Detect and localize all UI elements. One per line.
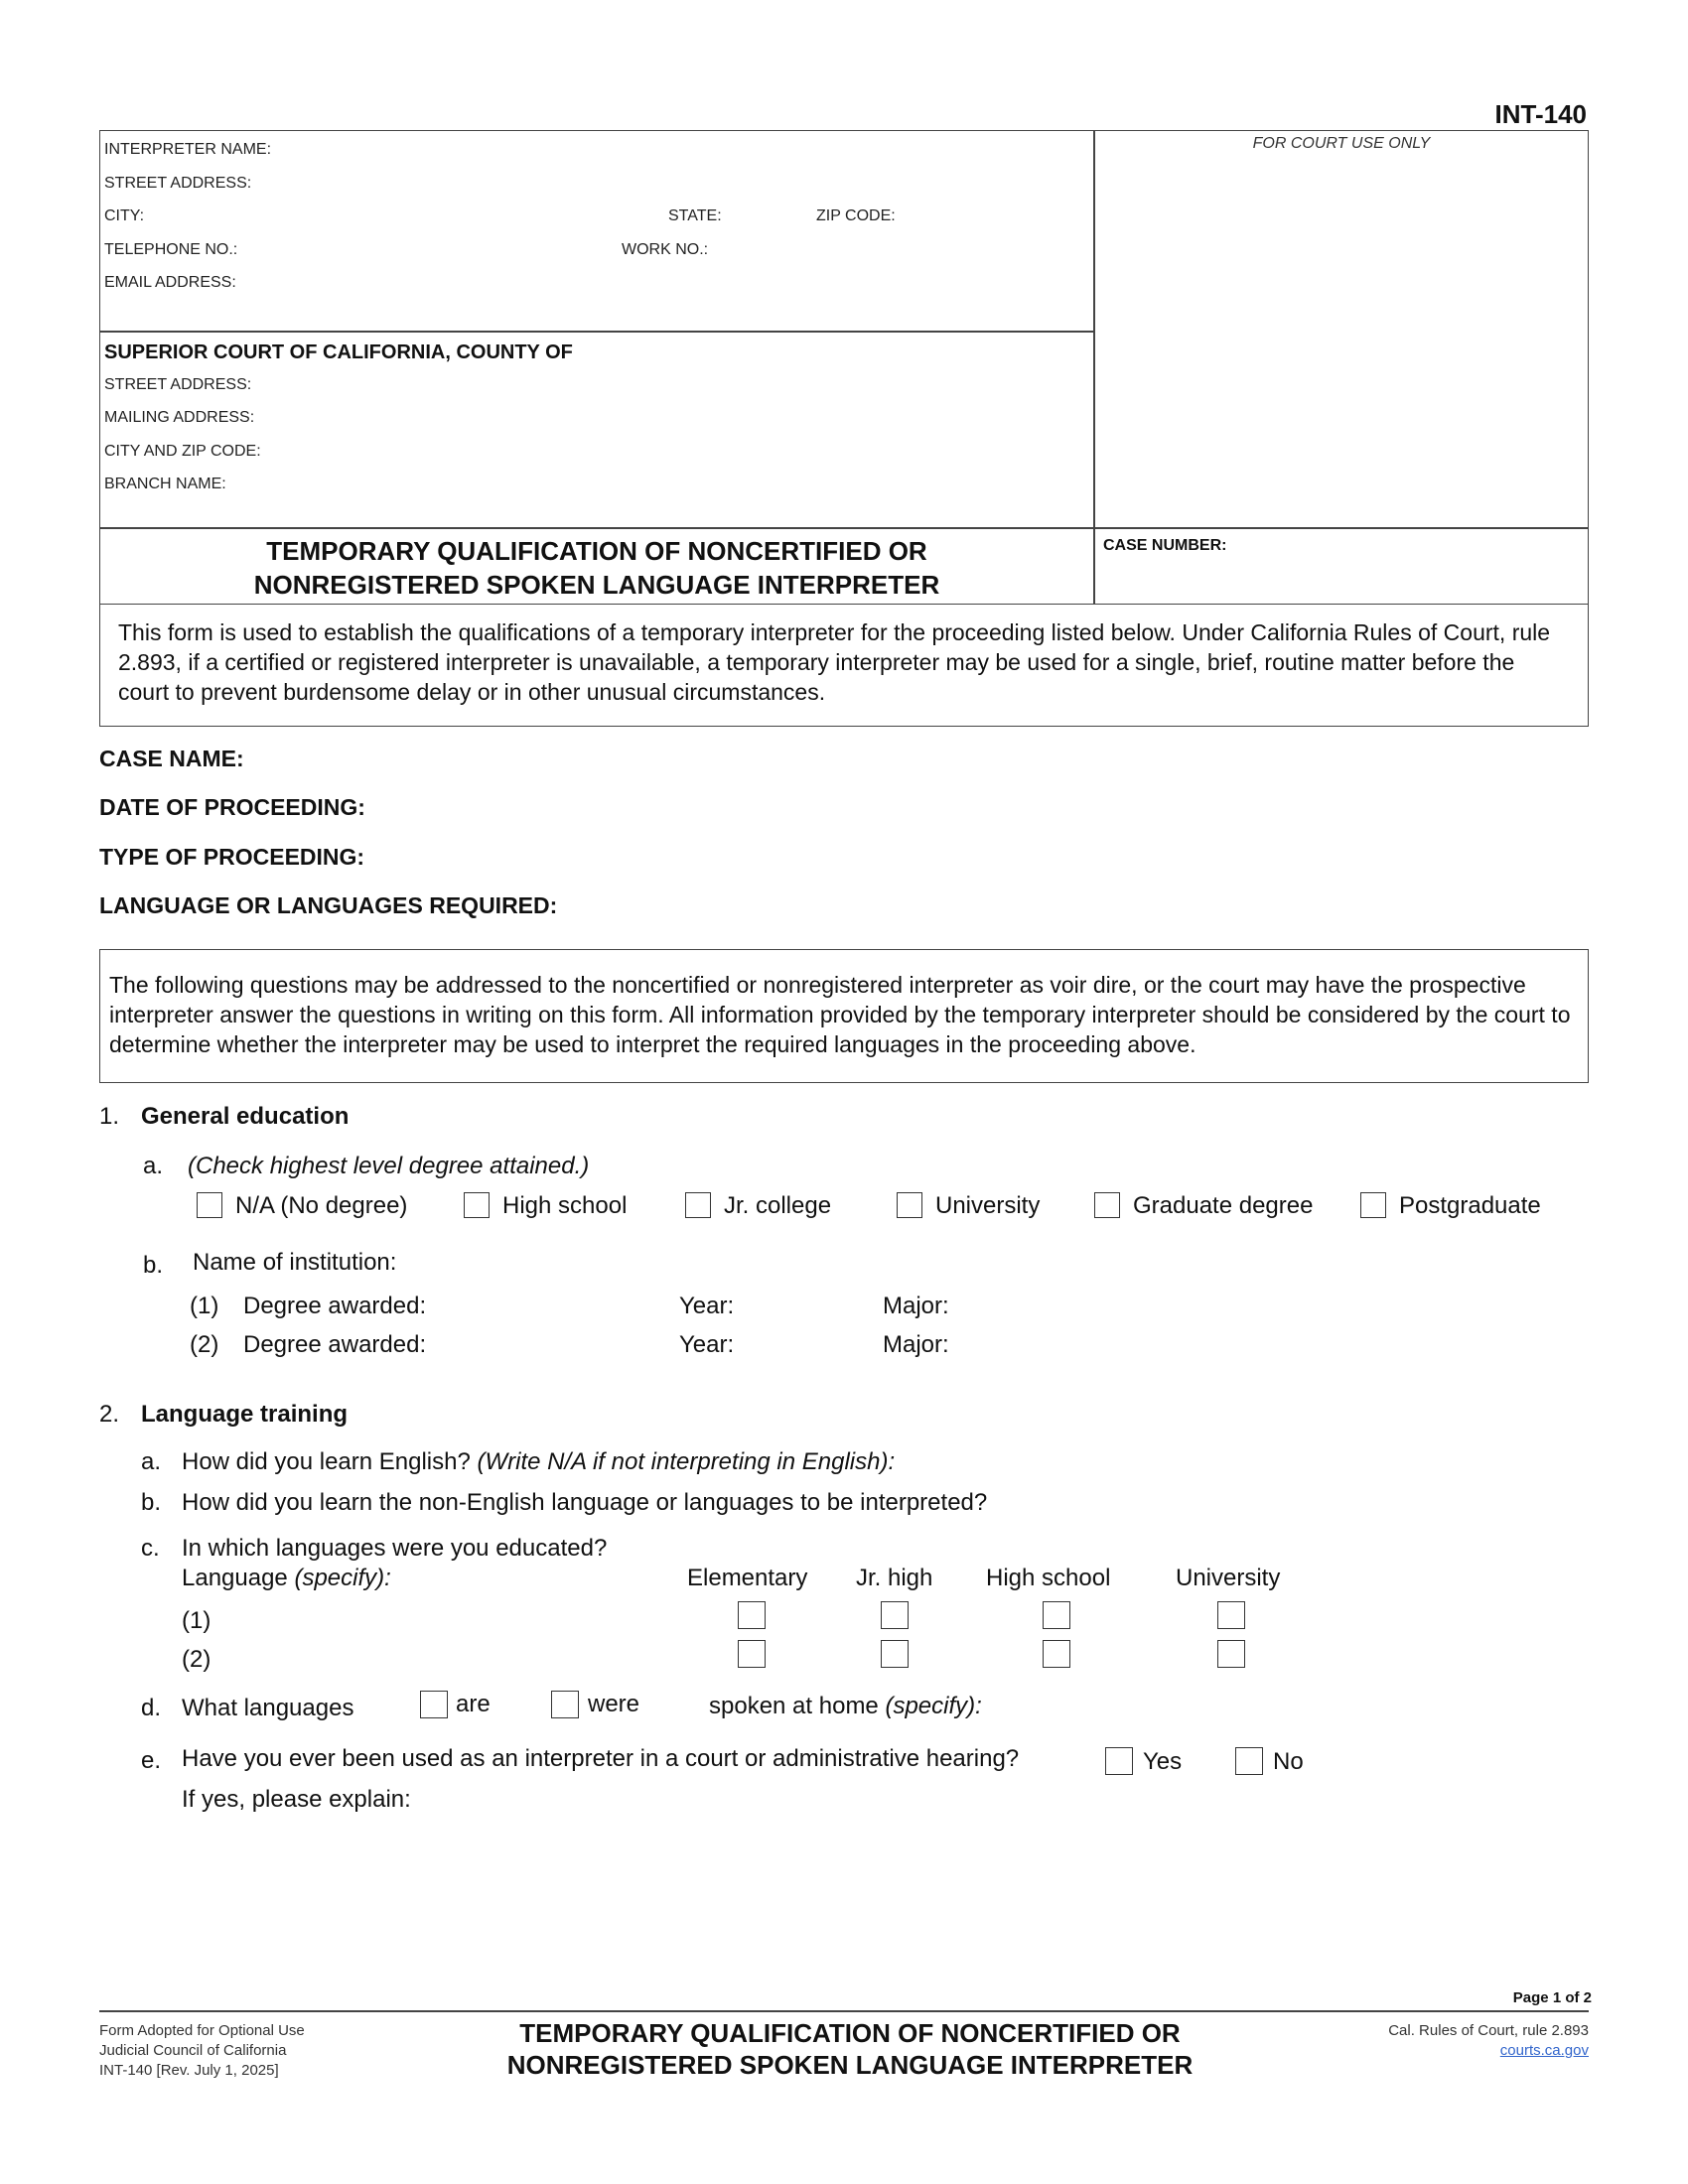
e-yes-label: Yes — [1143, 1748, 1183, 1775]
telephone-label: TELEPHONE NO.: — [104, 241, 238, 258]
form-title-line2: NONREGISTERED SPOKEN LANGUAGE INTERPRETER — [253, 570, 940, 600]
work-label: WORK NO.: — [622, 241, 709, 258]
court-city-zip-label: CITY AND ZIP CODE: — [104, 443, 261, 460]
d-are-label: are — [456, 1691, 491, 1717]
date-of-proceeding-label: DATE OF PROCEEDING: — [99, 794, 365, 820]
section2-d-text: What languages — [182, 1695, 354, 1721]
section2-a-text: How did you learn English? — [182, 1448, 471, 1475]
court-mailing-label: MAILING ADDRESS: — [104, 409, 255, 426]
voir-dire-box — [99, 949, 1589, 1083]
section2-c-language-label — [182, 1565, 391, 1592]
caption-divider-court — [100, 331, 1093, 333]
footer-title-line2: NONREGISTERED SPOKEN LANGUAGE INTERPRETER — [506, 2050, 1194, 2080]
col-university-header: University — [1176, 1565, 1281, 1591]
degree-high-school-checkbox[interactable] — [464, 1192, 490, 1218]
section1-title: General education — [141, 1103, 350, 1130]
court-branch-label: BRANCH NAME: — [104, 476, 226, 492]
city-label: CITY: — [104, 207, 145, 224]
col-elementary-header: Elementary — [687, 1565, 808, 1591]
section1-b-letter: b. — [143, 1252, 164, 1279]
degree-graduate-label: Graduate degree — [1133, 1192, 1314, 1219]
page-number: Page 1 of 2 — [1512, 1989, 1592, 2006]
degree-row2-major-label: Major: — [883, 1331, 949, 1358]
section1-a-text: (Check highest level degree attained.) — [188, 1153, 590, 1179]
c-row1-university-checkbox[interactable] — [1217, 1601, 1245, 1629]
intro-box — [99, 604, 1589, 727]
degree-row1-awarded-label: Degree awarded: — [243, 1293, 427, 1319]
footer-form-rev: INT-140 [Rev. July 1, 2025] — [99, 2062, 279, 2079]
caption-divider-title — [100, 527, 1588, 529]
section2-c-letter: c. — [141, 1535, 160, 1562]
degree-postgraduate-checkbox[interactable] — [1360, 1192, 1386, 1218]
section2-number: 2. — [99, 1401, 120, 1428]
d-are-checkbox[interactable] — [420, 1691, 448, 1718]
email-label: EMAIL ADDRESS: — [104, 274, 236, 291]
section2-a-italic: (Write N/A if not interpreting in English): — [477, 1448, 896, 1475]
court-street-label: STREET ADDRESS: — [104, 376, 252, 393]
degree-row2-awarded-label: Degree awarded: — [243, 1331, 427, 1358]
degree-row1-number: (1) — [190, 1293, 219, 1319]
section2-e-text: Have you ever been used as an interpreter in a court or administrative hearing? — [182, 1745, 1020, 1772]
footer-rule-citation: Cal. Rules of Court, rule 2.893 — [1388, 2022, 1589, 2039]
section2-d-letter: d. — [141, 1695, 162, 1721]
degree-jr-college-checkbox[interactable] — [685, 1192, 711, 1218]
footer-left — [99, 2021, 305, 2081]
footer-title — [453, 2017, 1247, 2081]
street-address-label: STREET ADDRESS: — [104, 175, 252, 192]
degree-na-label: N/A (No degree) — [235, 1192, 408, 1219]
e-yes-checkbox[interactable] — [1105, 1747, 1133, 1775]
footer-right — [1388, 2021, 1589, 2061]
col-jr-high-header: Jr. high — [856, 1565, 933, 1591]
section2-b-text: How did you learn the non-English language or languages to be interpreted? — [182, 1489, 988, 1516]
footer-title-line1: TEMPORARY QUALIFICATION OF NONCERTIFIED OR — [519, 2018, 1181, 2048]
section2-b-letter: b. — [141, 1489, 162, 1516]
c-row1-number: (1) — [182, 1607, 211, 1634]
c-language-specify: (specify): — [294, 1565, 391, 1591]
footer-website-link[interactable]: courts.ca.gov — [1499, 2042, 1589, 2059]
degree-row1-year-label: Year: — [679, 1293, 735, 1319]
e-explain-label: If yes, please explain: — [182, 1786, 411, 1813]
form-id: INT-140 — [1494, 99, 1587, 129]
voir-dire-text: The following questions may be addressed to the noncertified or nonregistered interpreter as voir dire, or the court may have the prospective interpreter answer the questions in writing on this form. All information provided by the temporary interpreter should be considered by the court to determine whether the interpreter may be used to interpret the required languages in the proceeding above. — [109, 972, 1571, 1057]
degree-row1-major-label: Major: — [883, 1293, 949, 1319]
case-name-label: CASE NAME: — [99, 746, 244, 771]
form-title — [100, 534, 1093, 602]
footer-adopted: Form Adopted for Optional Use — [99, 2022, 305, 2039]
section1-number: 1. — [99, 1103, 120, 1130]
court-use-only-label: FOR COURT USE ONLY — [1252, 135, 1431, 152]
type-of-proceeding-label: TYPE OF PROCEEDING: — [99, 844, 365, 870]
d-spoken-specify: (specify): — [885, 1693, 982, 1719]
d-were-label: were — [588, 1691, 640, 1717]
c-row2-high-school-checkbox[interactable] — [1043, 1640, 1070, 1668]
degree-postgraduate-label: Postgraduate — [1399, 1192, 1541, 1219]
c-row2-number: (2) — [182, 1646, 211, 1673]
section2-title: Language training — [141, 1401, 349, 1428]
footer-council: Judicial Council of California — [99, 2042, 287, 2059]
section2-c-text: In which languages were you educated? — [182, 1535, 608, 1562]
c-language-word: Language — [182, 1565, 288, 1591]
court-title: SUPERIOR COURT OF CALIFORNIA, COUNTY OF — [104, 341, 573, 363]
c-row1-elementary-checkbox[interactable] — [738, 1601, 766, 1629]
degree-high-school-label: High school — [502, 1192, 628, 1219]
degree-university-checkbox[interactable] — [897, 1192, 922, 1218]
section2-a-letter: a. — [141, 1448, 162, 1475]
d-were-checkbox[interactable] — [551, 1691, 579, 1718]
col-high-school-header: High school — [986, 1565, 1111, 1591]
caption-divider-vertical — [1093, 131, 1095, 604]
languages-required-label: LANGUAGE OR LANGUAGES REQUIRED: — [99, 892, 558, 918]
e-no-checkbox[interactable] — [1235, 1747, 1263, 1775]
section1-a-letter: a. — [143, 1153, 164, 1179]
degree-row2-number: (2) — [190, 1331, 219, 1358]
case-number-label: CASE NUMBER: — [1103, 537, 1227, 554]
degree-row2-year-label: Year: — [679, 1331, 735, 1358]
c-row2-elementary-checkbox[interactable] — [738, 1640, 766, 1668]
section2-e-letter: e. — [141, 1747, 162, 1774]
institution-label: Name of institution: — [193, 1249, 397, 1276]
c-row1-jr-high-checkbox[interactable] — [881, 1601, 909, 1629]
form-title-line1: TEMPORARY QUALIFICATION OF NONCERTIFIED OR — [266, 536, 927, 566]
degree-university-label: University — [935, 1192, 1041, 1219]
section2-a-question — [182, 1448, 895, 1476]
e-no-label: No — [1273, 1748, 1304, 1775]
c-row2-university-checkbox[interactable] — [1217, 1640, 1245, 1668]
interpreter-name-label: INTERPRETER NAME: — [104, 141, 272, 158]
footer-rule — [99, 2010, 1589, 2012]
state-label: STATE: — [668, 207, 722, 224]
caption-box — [99, 130, 1589, 605]
degree-graduate-checkbox[interactable] — [1094, 1192, 1120, 1218]
c-row1-high-school-checkbox[interactable] — [1043, 1601, 1070, 1629]
c-row2-jr-high-checkbox[interactable] — [881, 1640, 909, 1668]
degree-jr-college-label: Jr. college — [724, 1192, 832, 1219]
zip-label: ZIP CODE: — [816, 207, 896, 224]
intro-text: This form is used to establish the qualifications of a temporary interpreter for the proceeding listed below. Under California Rules of Court, rule 2.893, if a certified or registered interpreter is unavailable, a temporary interpreter may be used for a single, brief, routine matter before the court to prevent burdensome delay or in other unusual circumstances. — [118, 619, 1551, 705]
d-spoken-at-home — [709, 1693, 982, 1720]
d-spoken-text: spoken at home — [709, 1693, 879, 1719]
degree-na-checkbox[interactable] — [197, 1192, 222, 1218]
